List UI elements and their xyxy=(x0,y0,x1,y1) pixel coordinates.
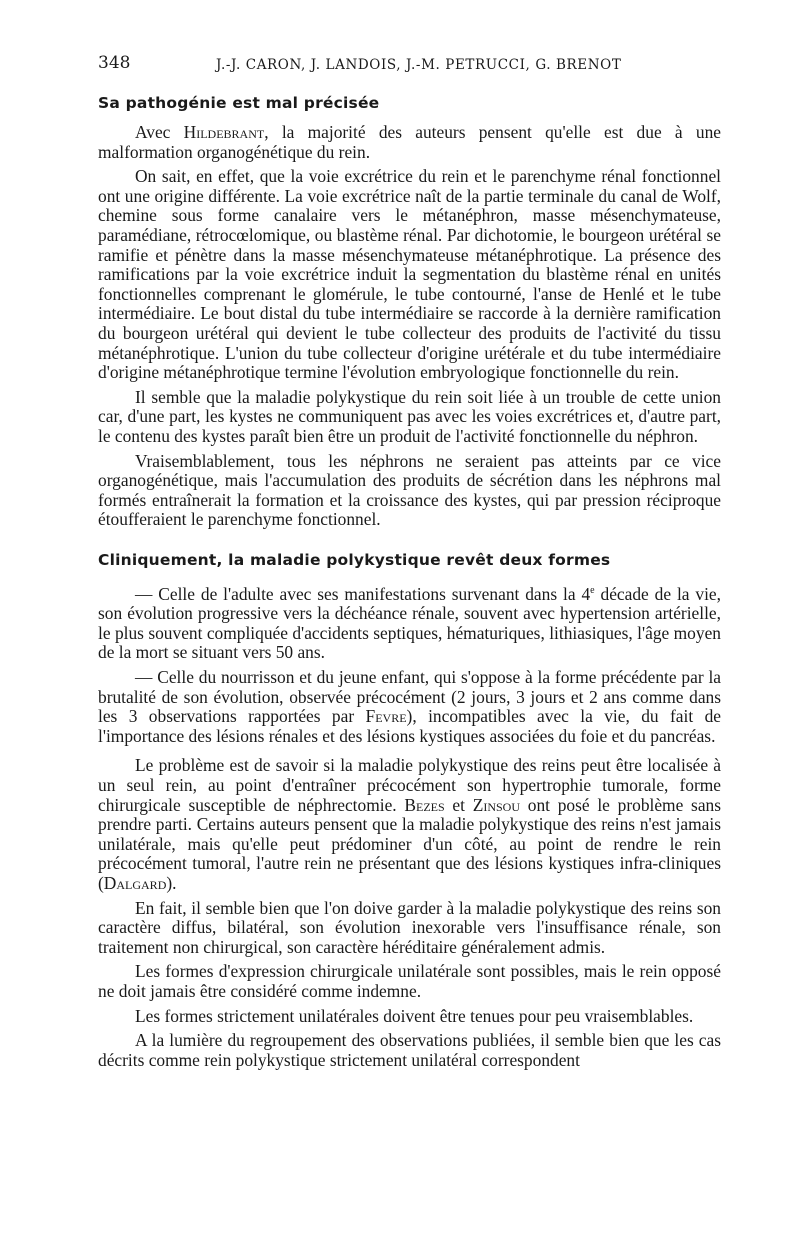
author-name: Bezes xyxy=(404,794,445,815)
author-name: Hildebrant xyxy=(183,122,265,142)
paragraph: — Celle du nourrisson et du jeune enfant, qui s'oppose à la forme précédente par la brutalité de son évolution, observée précocément (2 jours, 3 jours et 2 ans comme dans les 3 observations rapportées par Fevre), incompatibles avec la vie, du fait de l'importance des lésions rénales et des lésions kystiques associées du foie et du pancréas. xyxy=(98,667,721,746)
running-header xyxy=(98,53,720,73)
paragraph: Avec Hildebrant, la majorité des auteurs pensent qu'elle est due à une malformation organogénétique du rein. xyxy=(98,122,721,162)
authors-header: J.-J. CARON, J. LANDOIS, J.-M. PETRUCCI, G. BRENOT xyxy=(216,57,622,73)
paragraph: On sait, en effet, que la voie excrétrice du rein et le parenchyme rénal fonctionnel ont une origine différente. La voie excrétrice naît de la partie terminale du canal de Wolf, chemine sous forme canalaire vers le métanéphron, masse mésenchymateuse, paramédiane, rétrocœlomique, ou blastème rénal. Par dichotomie, le bourgeon urétéral se ramifie et pénètre dans la masse mésenchymateuse métanéphrotique. La présence des ramifications par la voie excrétrice induit la segmentation du blastème rénal en unités fonctionnelles comprenant le glomérule, le tube contourné, l'anse de Henlé et le tube intermédiaire. Le bout distal du tube intermédiaire se raccorde à la dernière ramification du bourgeon urétéral qui devient le tube collecteur des produits de l'activité du tissu métanéphrotique. L'union du tube collecteur d'origine urétérale et du tube intermédiaire d'origine métanéphrotique termine l'évolution embryologique fonctionnelle du rein. xyxy=(98,166,721,383)
section-heading-pathogenie: Sa pathogénie est mal précisée xyxy=(98,94,380,112)
page-number: 348 xyxy=(98,53,131,73)
article-body xyxy=(98,88,721,1075)
section-heading-cliniquement: Cliniquement, la maladie polykystique revêt deux formes xyxy=(98,550,611,569)
paragraph: En fait, il semble bien que l'on doive garder à la maladie polykystique des reins son caractère diffus, bilatéral, son évolution inexorable vers l'insuffisance rénale, son traitement non chirurgical, son caractère héréditaire généralement admis. xyxy=(98,897,721,957)
paragraph: — Celle de l'adulte avec ses manifestations survenant dans la 4e décade de la vie, son évolution progressive vers la déchéance rénale, souvent avec hypertension artérielle, le plus souvent compliquée d'accidents septiques, hématuriques, lithiasiques, l'âge moyen de la mort se situant vers 50 ans. xyxy=(98,583,722,663)
paragraph: Il semble que la maladie polykystique du rein soit liée à un trouble de cette union car, d'une part, les kystes ne communiquent pas avec les voies excrétrices et, d'autre part, le contenu des kystes paraît bien être un produit de l'activité fonctionnelle du néphron. xyxy=(98,386,721,446)
paragraph: Les formes strictement unilatérales doivent être tenues pour peu vraisemblables. xyxy=(135,1005,694,1026)
paragraph: Vraisemblablement, tous les néphrons ne seraient pas atteints par ce vice organogénétique, mais l'accumulation des produits de sécrétion dans les néphrons mal formés entraînerait la formation et la croissance des kystes, qui par pression réciproque étoufferaient le parenchyme fonctionnel. xyxy=(98,450,721,530)
author-name: Fevre xyxy=(365,706,407,727)
author-name: Dalgard xyxy=(103,872,167,893)
paragraph: A la lumière du regroupement des observations publiées, il semble bien que les cas décrits comme rein polykystique strictement unilatéral correspondent xyxy=(98,1030,721,1070)
paragraph: Le problème est de savoir si la maladie polykystique des reins peut être localisée à un seul rein, au point d'entraîner précocément son hypertrophie tumorale, forme chirurgicale susceptible de néphrectomie. Bezes et Zinsou ont posé le problème sans prendre parti. Certains auteurs pensent que la maladie polykystique des reins n'est jamais unilatérale, mais qu'elle peut prédominer d'un côté, au point de rendre le rein précocément tumoral, l'autre rein ne présentant que des lésions kystiques infra-cliniques (Dalgard). xyxy=(98,755,721,893)
paragraph: Les formes d'expression chirurgicale unilatérale sont possibles, mais le rein opposé ne doit jamais être considéré comme indemne. xyxy=(98,961,721,1001)
author-name: Zinsou xyxy=(472,794,520,815)
